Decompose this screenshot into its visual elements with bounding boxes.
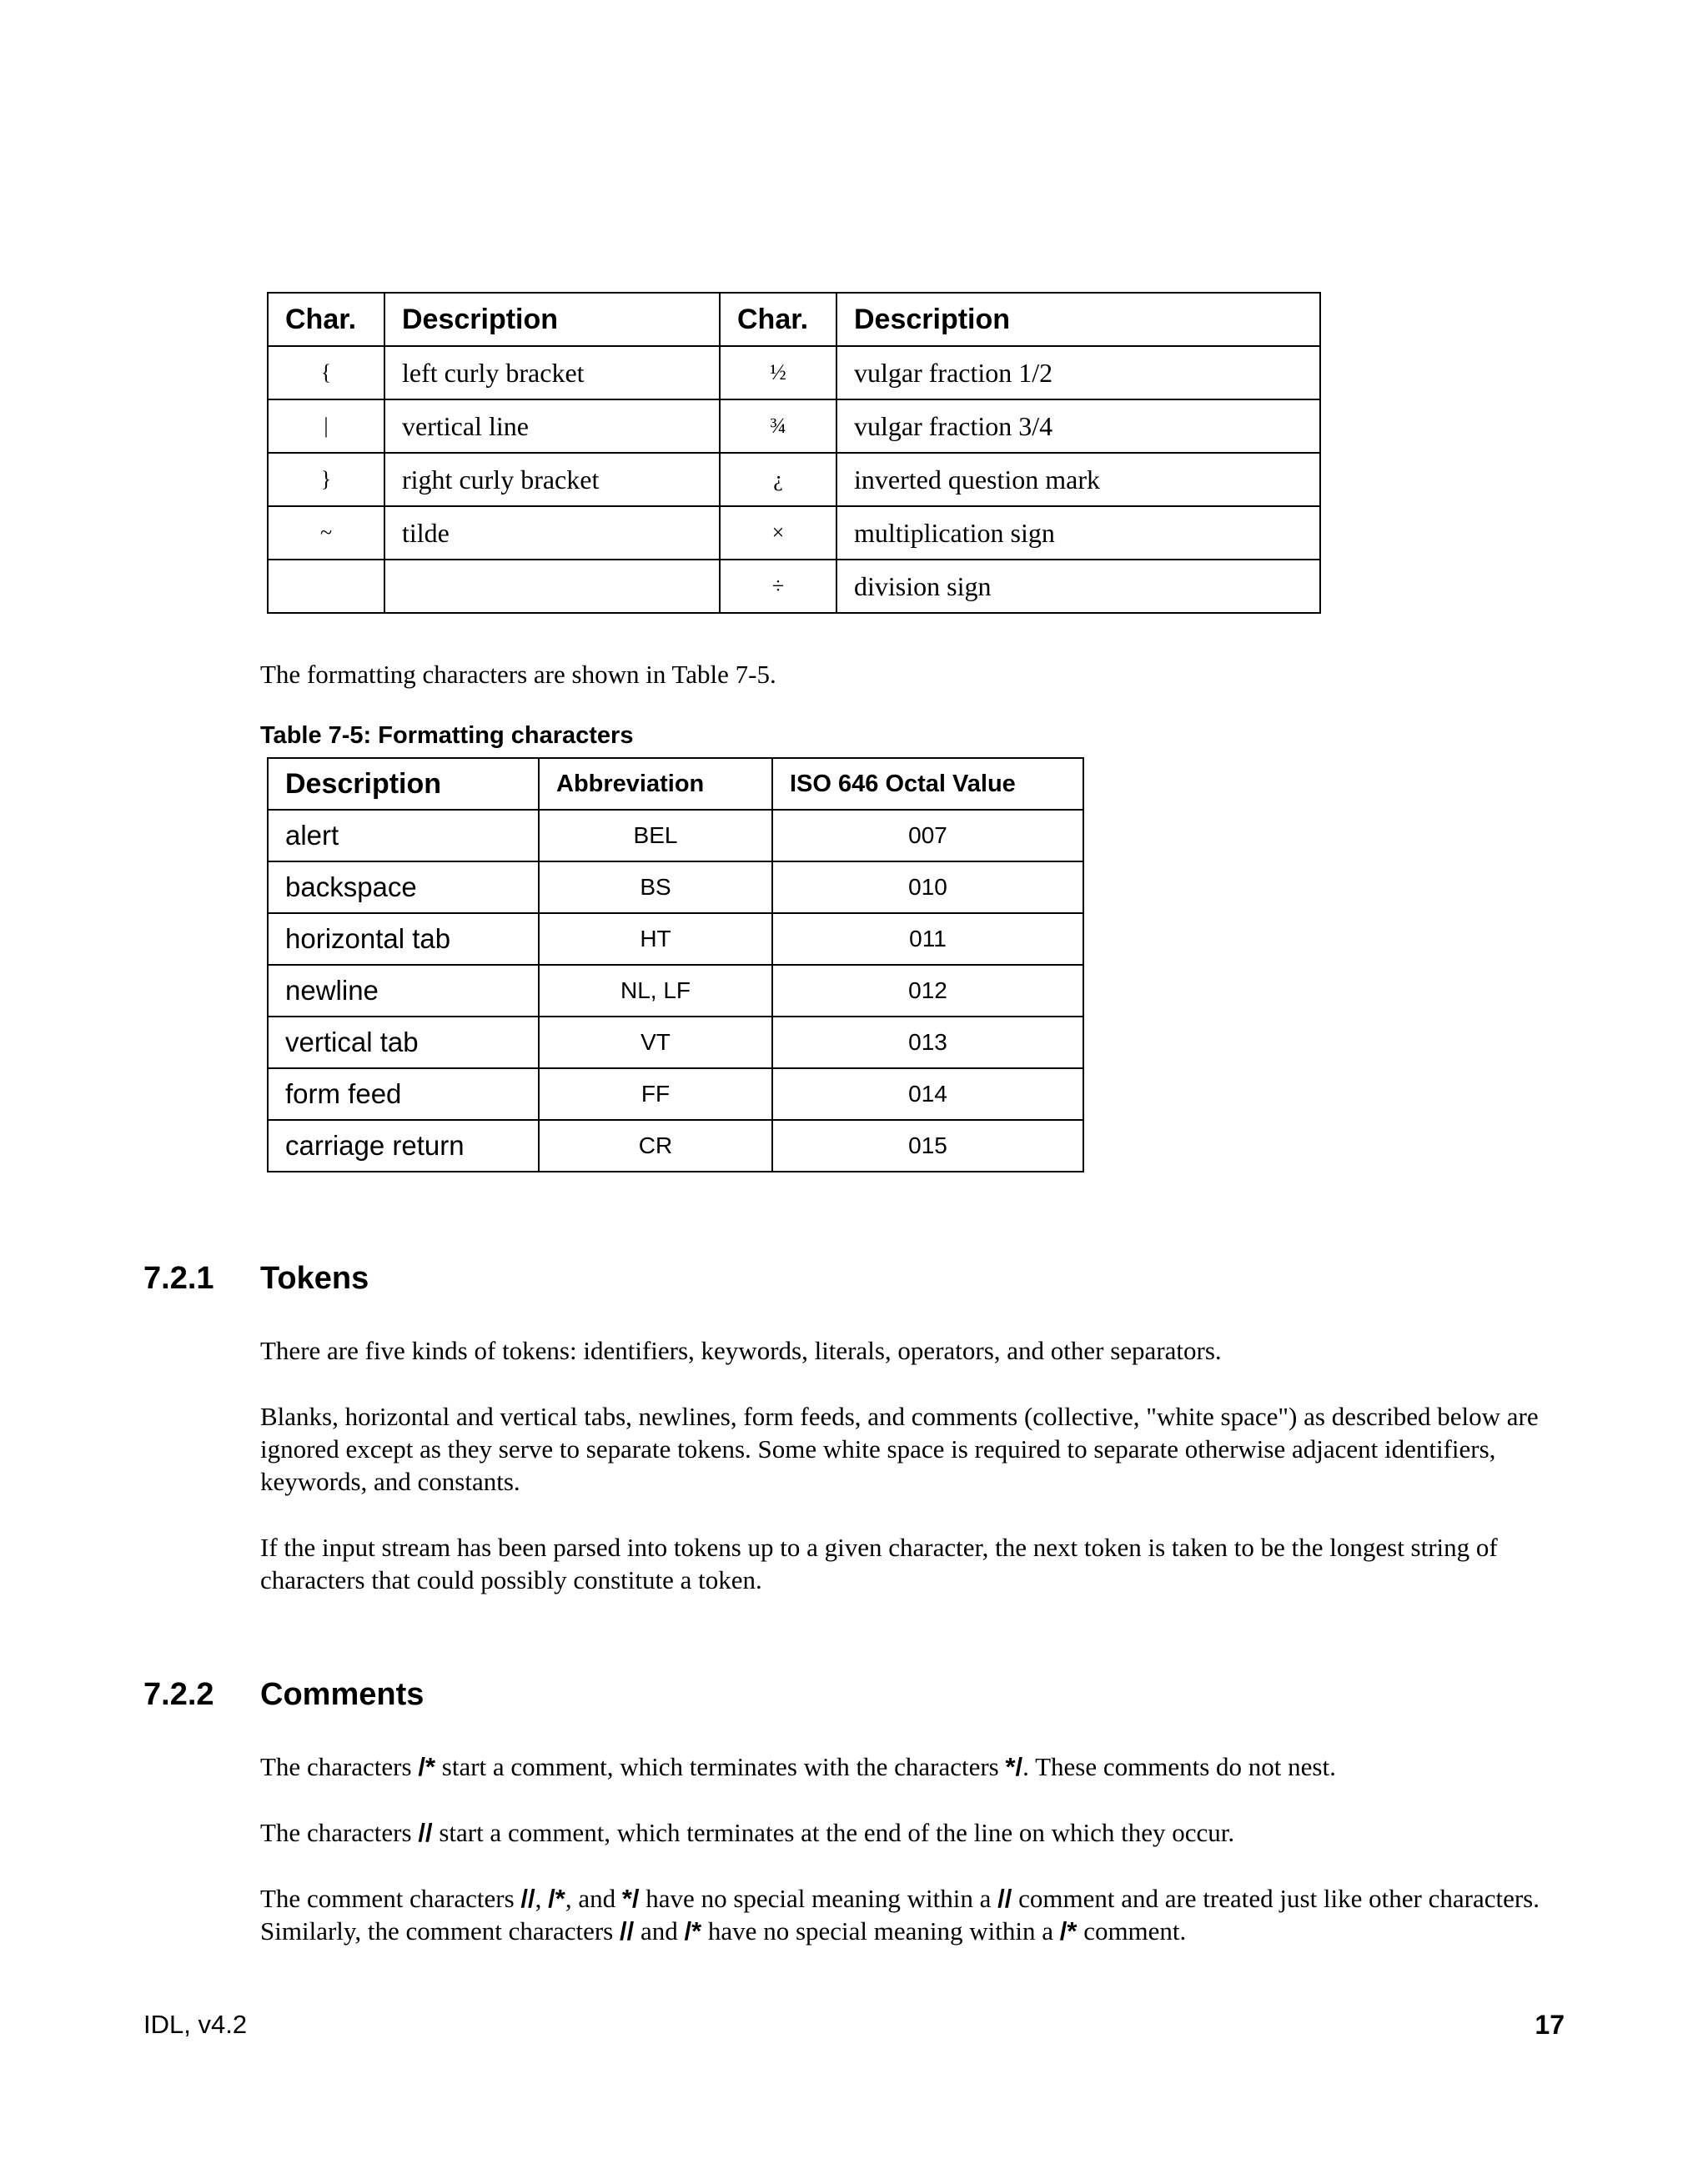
octal-value-cell: 015: [772, 1120, 1083, 1172]
column-header: Abbreviation: [539, 758, 772, 810]
description-cell: right curly bracket: [384, 453, 720, 506]
footer-page-number: 17: [1535, 2010, 1565, 2040]
description-cell: horizontal tab: [268, 913, 539, 965]
comment-token: */: [1005, 1752, 1023, 1781]
description-cell: vertical line: [384, 399, 720, 453]
description-cell: vertical tab: [268, 1017, 539, 1068]
column-header: ISO 646 Octal Value: [772, 758, 1083, 810]
paragraph: If the input stream has been parsed into tokens up to a given character, the next token is taken to be the longest string of characters that could possibly constitute a token.: [260, 1533, 1498, 1594]
description-cell: carriage return: [268, 1120, 539, 1172]
column-header: Char.: [720, 293, 836, 346]
description-cell: form feed: [268, 1068, 539, 1120]
description-cell: division sign: [836, 560, 1320, 613]
description-cell: newline: [268, 965, 539, 1017]
char-cell: {: [268, 346, 384, 399]
octal-value-cell: 007: [772, 810, 1083, 861]
abbreviation-cell: BS: [539, 861, 772, 913]
description-cell: inverted question mark: [836, 453, 1320, 506]
description-cell: alert: [268, 810, 539, 861]
table-header-row: [268, 758, 1083, 810]
table-row: [268, 346, 1320, 399]
intro-paragraph: The formatting characters are shown in Table 7-5.: [260, 660, 776, 689]
char-cell: ÷: [720, 560, 836, 613]
table-row: [268, 506, 1320, 560]
section-title: Comments: [260, 1677, 424, 1712]
table-row: [268, 861, 1083, 913]
section-number: 7.2.1: [143, 1261, 214, 1296]
table-row: [268, 913, 1083, 965]
table-row: [268, 965, 1083, 1017]
char-cell: ¾: [720, 399, 836, 453]
column-header: Description: [268, 758, 539, 810]
column-header: Description: [384, 293, 720, 346]
abbreviation-cell: VT: [539, 1017, 772, 1068]
description-cell: vulgar fraction 3/4: [836, 399, 1320, 453]
char-cell: ~: [268, 506, 384, 560]
abbreviation-cell: NL, LF: [539, 965, 772, 1017]
table-row: [268, 1120, 1083, 1172]
paragraph: There are five kinds of tokens: identifiers, keywords, literals, operators, and other separators.: [260, 1336, 1222, 1365]
comment-token: /*: [418, 1752, 436, 1781]
description-cell: tilde: [384, 506, 720, 560]
table-row: [268, 810, 1083, 861]
octal-value-cell: 010: [772, 861, 1083, 913]
character-table: [267, 292, 1321, 614]
footer-document-title: IDL, v4.2: [143, 2010, 248, 2039]
char-cell: }: [268, 453, 384, 506]
abbreviation-cell: BEL: [539, 810, 772, 861]
paragraph: The characters /* start a comment, which terminates with the characters */. These comments do not nest.: [260, 1752, 1336, 1781]
char-cell: |: [268, 399, 384, 453]
table-row: [268, 1068, 1083, 1120]
comment-token: //: [520, 1884, 535, 1913]
description-cell: [384, 560, 720, 613]
octal-value-cell: 014: [772, 1068, 1083, 1120]
column-header: Description: [836, 293, 1320, 346]
table-row: [268, 399, 1320, 453]
abbreviation-cell: HT: [539, 913, 772, 965]
description-cell: left curly bracket: [384, 346, 720, 399]
section-number: 7.2.2: [143, 1677, 214, 1712]
comment-token: //: [619, 1916, 635, 1946]
comment-token: /*: [684, 1916, 702, 1946]
formatting-characters-table: [267, 757, 1084, 1172]
comment-token: /*: [548, 1884, 565, 1913]
char-cell: ×: [720, 506, 836, 560]
table-caption: Table 7-5: Formatting characters: [260, 722, 634, 749]
comment-token: /*: [1059, 1916, 1078, 1946]
comment-token: */: [621, 1884, 640, 1913]
description-cell: backspace: [268, 861, 539, 913]
paragraph: The characters // start a comment, which terminates at the end of the line on which they occur.: [260, 1818, 1235, 1847]
comment-token: //: [997, 1884, 1012, 1913]
char-cell: ½: [720, 346, 836, 399]
description-cell: multiplication sign: [836, 506, 1320, 560]
abbreviation-cell: CR: [539, 1120, 772, 1172]
abbreviation-cell: FF: [539, 1068, 772, 1120]
paragraph: The comment characters //, /*, and */ have no special meaning within a // comment and are treated just like other characters. Similarly, the comment characters // and /* have no special meaning within a /* comment.: [260, 1884, 1540, 1946]
octal-value-cell: 013: [772, 1017, 1083, 1068]
section-title: Tokens: [260, 1261, 369, 1296]
table-row: [268, 560, 1320, 613]
table-row: [268, 453, 1320, 506]
paragraph: Blanks, horizontal and vertical tabs, newlines, form feeds, and comments (collective, "white space") as described below are ignored except as they serve to separate tokens. Some white space is required to separate otherwise adjacent identifiers, keywords, and constants.: [260, 1402, 1539, 1496]
column-header: Char.: [268, 293, 384, 346]
comment-token: //: [418, 1818, 433, 1847]
table-row: [268, 1017, 1083, 1068]
description-cell: vulgar fraction 1/2: [836, 346, 1320, 399]
table-header-row: [268, 293, 1320, 346]
char-cell: [268, 560, 384, 613]
char-cell: ¿: [720, 453, 836, 506]
octal-value-cell: 011: [772, 913, 1083, 965]
octal-value-cell: 012: [772, 965, 1083, 1017]
